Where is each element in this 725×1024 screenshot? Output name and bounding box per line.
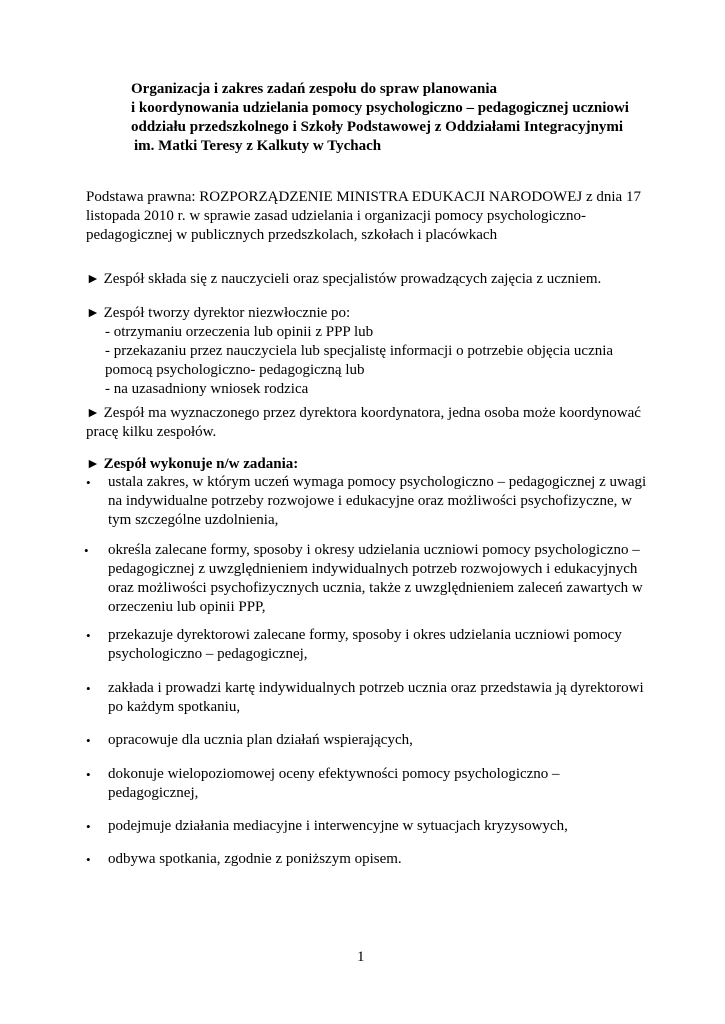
- list-item-line: oraz możliwości psychofizycznych ucznia, także z uwzględnieniem zaleceń zawartych w: [108, 580, 643, 596]
- bullet-icon: •: [86, 628, 91, 643]
- list-item-line: po każdym spotkaniu,: [108, 699, 241, 715]
- legal-basis-line-1: Podstawa prawna: ROZPORZĄDZENIE MINISTRA EDUKACJI NARODOWEJ z dnia 17: [86, 189, 641, 205]
- list-item-line: psychologiczno – pedagogicznej,: [108, 646, 308, 662]
- list-item-line: zakłada i prowadzi kartę indywidualnych potrzeb ucznia oraz przedstawia ją dyrektorowi: [108, 680, 644, 696]
- condition-item-continued: pomocą psychologiczno- pedagogiczną lub: [105, 362, 365, 378]
- list-item-text: [108, 850, 656, 869]
- arrow-icon: ►: [86, 272, 100, 287]
- legal-basis-line-3: pedagogicznej w publicznych przedszkolach, szkołach i placówkach: [86, 227, 498, 243]
- list-item-line: pedagogicznej,: [108, 785, 199, 801]
- list-item-text: [108, 679, 656, 717]
- title-line-1: Organizacja i zakres zadań zespołu do spraw planowania: [131, 81, 497, 97]
- page-number: 1: [357, 949, 365, 965]
- list-item-line: tym szczególne uzdolnienia,: [108, 512, 279, 528]
- condition-item: - otrzymaniu orzeczenia lub opinii z PPP lub: [105, 324, 374, 340]
- list-item-text: [108, 541, 656, 617]
- section-team-creation: [86, 304, 656, 399]
- bullet-icon: •: [86, 733, 91, 748]
- bullet-icon: •: [86, 852, 91, 867]
- list-item-text: [108, 473, 656, 530]
- section-team-composition: [86, 270, 656, 289]
- list-item-line: odbywa spotkania, zgodnie z poniższym opisem.: [108, 851, 402, 867]
- section-text: Zespół składa się z nauczycieli oraz specjalistów prowadzących zajęcia z uczniem.: [103, 271, 602, 287]
- list-item-text: [108, 626, 656, 664]
- list-item-line: podejmuje działania mediacyjne i interwencyjne w sytuacjach kryzysowych,: [108, 818, 568, 834]
- list-item-line: pedagogicznej z uwzględnieniem indywidualnych potrzeb rozwojowych i edukacyjnych: [108, 561, 638, 577]
- bullet-icon: •: [86, 681, 91, 696]
- section-text: Zespół tworzy dyrektor niezwłocznie po:: [103, 305, 351, 321]
- section-text-line-1: Zespół ma wyznaczonego przez dyrektora koordynatora, jedna osoba może koordynować: [103, 405, 641, 421]
- document-title: [131, 80, 691, 156]
- bullet-icon: •: [86, 819, 91, 834]
- legal-basis: [86, 188, 646, 245]
- list-item-text: [108, 765, 656, 803]
- list-item-text: [108, 731, 656, 750]
- title-line-3: oddziału przedszkolnego i Szkoły Podstawowej z Oddziałami Integracyjnymi: [131, 119, 624, 135]
- section-heading: Zespół wykonuje n/w zadania:: [103, 456, 299, 472]
- list-item-line: przekazuje dyrektorowi zalecane formy, sposoby i okres udzielania uczniowi pomocy: [108, 627, 622, 643]
- list-item-line: orzeczeniu lub opinii PPP,: [108, 599, 266, 615]
- list-item-line: na indywidualne potrzeby rozwojowe i edukacyjne oraz możliwości psychofizyczne, w: [108, 493, 632, 509]
- list-item-line: dokonuje wielopoziomowej oceny efektywności pomocy psychologiczno –: [108, 766, 560, 782]
- arrow-icon: ►: [86, 406, 100, 421]
- bullet-icon: •: [84, 543, 89, 558]
- arrow-icon: ►: [86, 306, 100, 321]
- legal-basis-line-2: listopada 2010 r. w sprawie zasad udzielania i organizacji pomocy psychologiczno-: [86, 208, 586, 224]
- list-item-line: ustala zakres, w którym uczeń wymaga pomocy psychologiczno – pedagogicznej z uwagi: [108, 474, 647, 490]
- arrow-icon: ►: [86, 457, 100, 472]
- list-item-line: opracowuje dla ucznia plan działań wspierających,: [108, 732, 413, 748]
- condition-item: - na uzasadniony wniosek rodzica: [105, 381, 309, 397]
- section-coordinator: [86, 404, 656, 442]
- section-text-line-2: pracę kilku zespołów.: [86, 424, 217, 440]
- section-tasks-heading: [86, 455, 656, 474]
- list-item-line: określa zalecane formy, sposoby i okresy udzielania uczniowi pomocy psychologiczno –: [108, 542, 640, 558]
- list-item-text: [108, 817, 656, 836]
- title-line-4: im. Matki Teresy z Kalkuty w Tychach: [134, 138, 382, 154]
- title-line-2: i koordynowania udzielania pomocy psychologiczno – pedagogicznej uczniowi: [131, 100, 629, 116]
- condition-item: - przekazaniu przez nauczyciela lub specjalistę informacji o potrzebie objęcia ucznia: [105, 343, 614, 359]
- bullet-icon: •: [86, 475, 91, 490]
- bullet-icon: •: [86, 767, 91, 782]
